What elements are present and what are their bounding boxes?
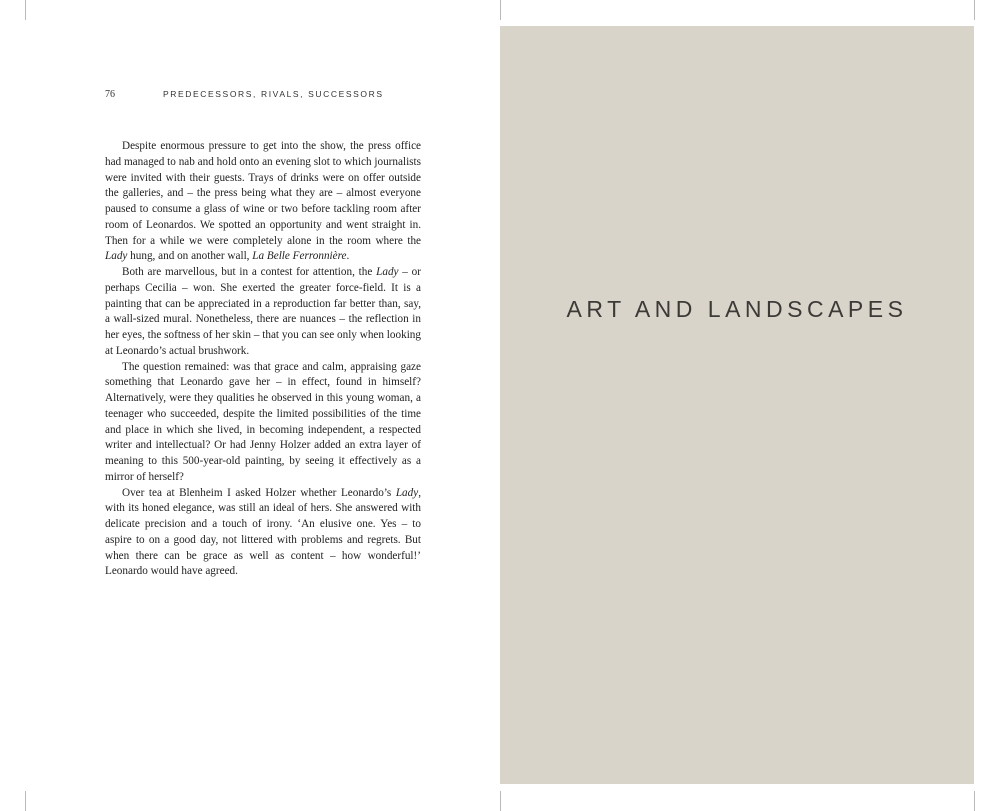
text-run: hung, and on another wall, — [127, 250, 253, 263]
crop-mark — [25, 791, 26, 811]
crop-mark — [974, 0, 975, 20]
body-paragraph — [105, 265, 421, 360]
italic-title: Lady — [376, 266, 399, 278]
section-title: ART AND LANDSCAPES — [566, 296, 908, 323]
text-run: Both are marvellous, but in a contest for attention, the — [122, 266, 377, 278]
crop-mark — [25, 0, 26, 20]
text-run: , with its honed elegance, was still an ideal of hers. She answered with delicate precision and a touch of irony. ‘An elusive one. Yes – to aspire to on a good day, not littered with problems and regrets. But when there can be grace as well as content – how wonderful!’ Leonardo would have agreed. — [105, 486, 421, 578]
running-head — [105, 89, 425, 103]
italic-title: La Belle Ferronnière — [252, 250, 347, 263]
right-page — [500, 0, 1000, 811]
body-paragraph — [105, 360, 421, 486]
crop-mark — [974, 791, 975, 811]
body-paragraph — [105, 486, 421, 581]
text-run: – or perhaps Cecilia – won. She exerted the greater force-field. It is a painting that can be appreciated in a reproduction far better than, say, a wall-sized mural. Nonetheless, there are nuances – the reflection in her eyes, the softness of her skin – that you can see only when looking at Leonardo’s actual brushwork. — [105, 266, 421, 357]
text-run: Over tea at Blenheim I asked Holzer whether Leonardo’s — [122, 486, 396, 499]
body-text — [105, 139, 421, 580]
body-paragraph — [105, 139, 421, 265]
page-number: 76 — [105, 89, 115, 100]
text-run: Despite enormous pressure to get into the show, the press office had managed to nab and hold onto an evening slot to which journalists were invited with their guests. Trays of drinks were on offer outside the galleries, and – the press being what they are – almost everyone paused to consume a glass of wine or two before tackling room after room of Leonardos. We spotted an opportunity and went straight in. Then for a while we were completely alone in the room where the — [105, 140, 421, 247]
crop-mark — [500, 791, 501, 811]
text-run: . — [346, 250, 350, 263]
section-plate — [500, 26, 974, 784]
italic-title: Lady — [105, 250, 128, 263]
text-run: The question remained: was that grace and calm, appraising gaze something that Leonardo gave her – in effect, found in himself? Alternatively, were they qualities he observed in this young woman, a teenager who succeeded, despite the limited possibilities of the time and place in which she lived, in becoming independent, a respected writer and intellectual? Or had Jenny Holzer added an extra layer of meaning to this 500-year-old painting, by seeing it effectively as a mirror of herself? — [105, 360, 421, 483]
running-head-title: PREDECESSORS, RIVALS, SUCCESSORS — [163, 89, 384, 99]
italic-title: Lady — [395, 486, 419, 499]
crop-mark — [500, 0, 501, 20]
